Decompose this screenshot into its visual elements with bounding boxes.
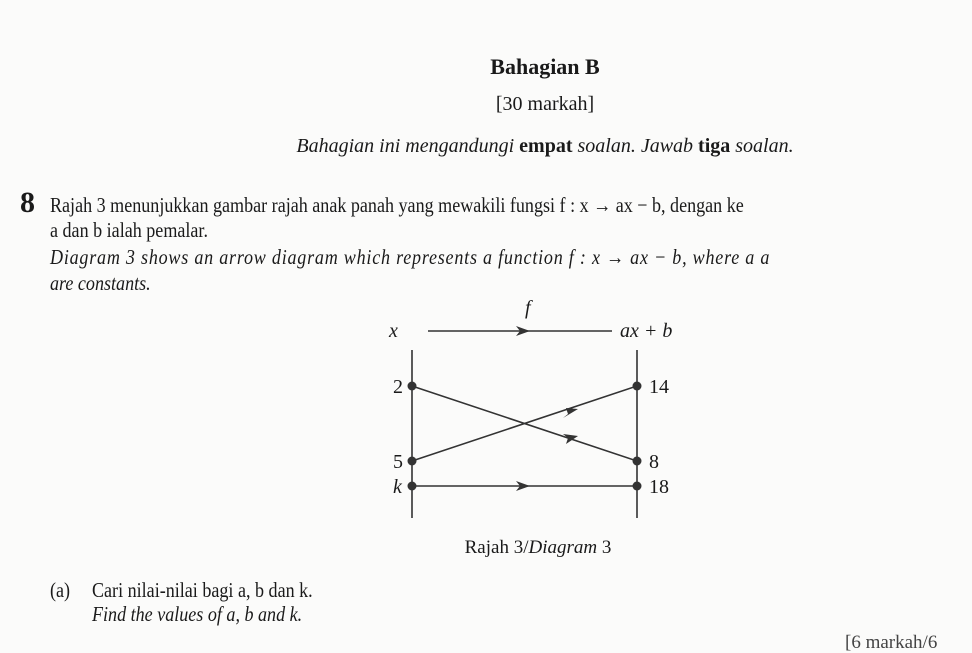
codomain-value: 14: [649, 376, 669, 398]
domain-value: k: [393, 476, 402, 498]
codomain-dot: [633, 457, 642, 466]
codomain-label: ax + b: [620, 320, 673, 342]
question-malay-line1: Rajah 3 menunjukkan gambar rajah anak panah yang mewakili fungsi f : x → ax − b, dengan ke: [50, 193, 744, 217]
part-a-english: Find the values of a, b and k.: [92, 602, 303, 626]
instr-bold-2: tiga: [698, 135, 731, 157]
part-a-marks: [6 markah/6: [845, 632, 938, 653]
domain-label: x: [389, 320, 398, 342]
domain-value: 2: [393, 376, 403, 398]
caption-malay: Rajah 3/: [464, 537, 529, 558]
question-english-line2: are constants.: [50, 271, 151, 295]
instr-1: Bahagian ini mengandungi: [296, 135, 520, 157]
function-label: f: [525, 297, 531, 319]
instr-bold-1: empat: [519, 135, 573, 157]
codomain-dot: [633, 382, 642, 391]
domain-dot: [408, 457, 417, 466]
caption-english: Diagram: [528, 537, 598, 558]
diagram-caption: [465, 538, 612, 557]
part-a-malay: Cari nilai-nilai bagi a, b dan k.: [92, 578, 313, 602]
question-number: 8: [20, 186, 35, 219]
marks-text: [30 markah]: [495, 93, 595, 115]
question-malay-line2: a dan b ialah pemalar.: [50, 218, 208, 242]
domain-value: 5: [393, 451, 403, 473]
question-english-line1: Diagram 3 shows an arrow diagram which represents a function f : x → ax − b, where a a: [50, 245, 771, 269]
domain-dot: [408, 482, 417, 491]
codomain-dot: [633, 482, 642, 491]
section-title: Bahagian B: [490, 54, 600, 79]
arrowhead-icon: [563, 434, 578, 444]
codomain-value: 8: [649, 451, 659, 473]
domain-dot: [408, 382, 417, 391]
part-a-label: (a): [50, 578, 71, 602]
instr-3: soalan.: [730, 135, 794, 157]
caption-num: 3: [597, 537, 612, 558]
instr-2: soalan. Jawab: [572, 135, 699, 157]
codomain-value: 18: [649, 476, 669, 498]
